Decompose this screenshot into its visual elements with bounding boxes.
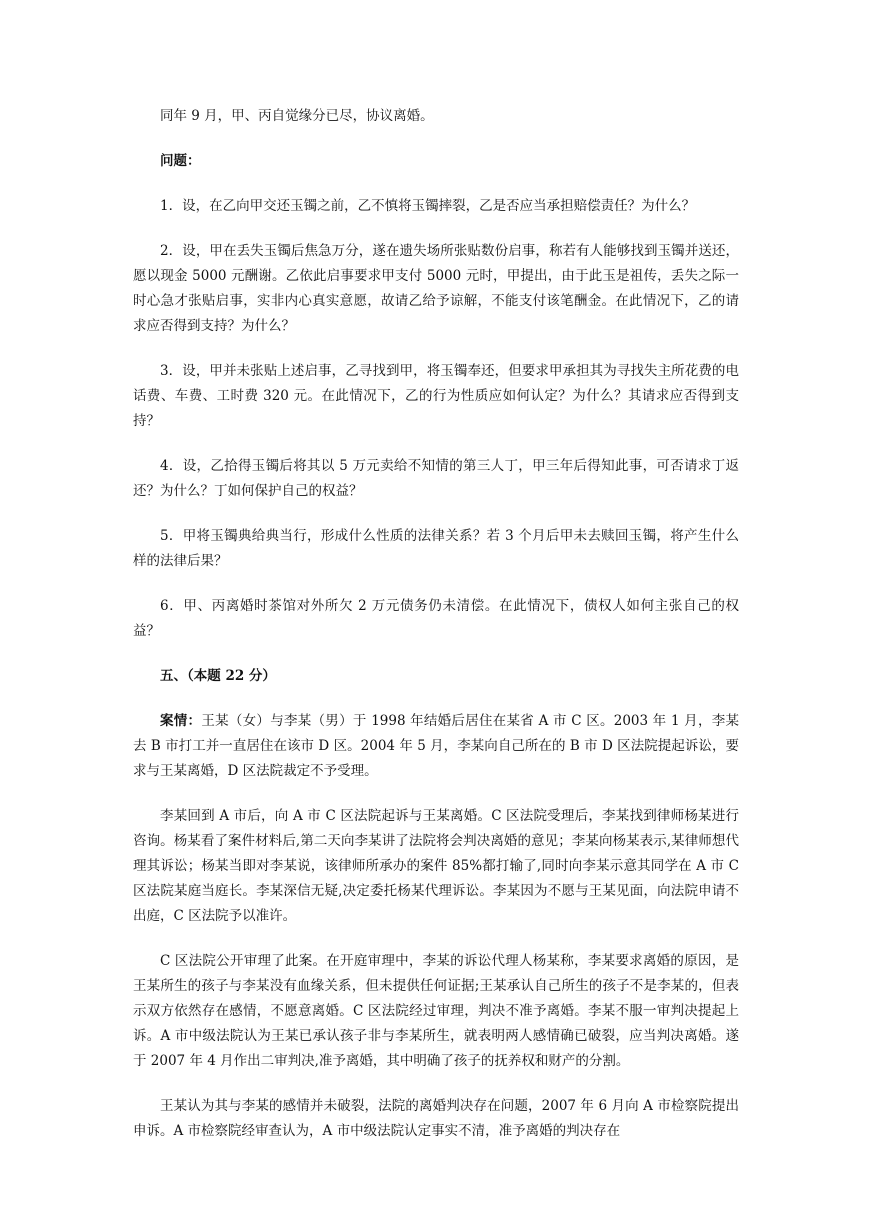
- questions-heading: 问题：: [160, 153, 201, 169]
- question-2: 2．设，甲在丢失玉镯后焦急万分，遂在遗失场所张贴数份启事，称若有人能够找到玉镯并送还，愿以现金 5000 元酬谢。乙依此启事要求甲支付 5000 元时，甲提出，由于此玉是祖传，丢失之际一时心急才张贴启事，实非内心真实意愿，故请乙给予谅解，不能支付该笔酬金。在此情况下，乙的请求应否得到支持？为什么？: [133, 243, 739, 334]
- case-paragraph: [133, 709, 739, 784]
- document-body: [133, 104, 739, 1164]
- case-paragraph-2: 李某回到 A 市后，向 A 市 C 区法院起诉与王某离婚。C 区法院受理后，李某找到律师杨某进行咨询。杨某看了案件材料后,第二天向李某讲了法院将会判决离婚的意见；李某向杨某表示,某律师想代理其诉讼；杨某当即对李某说，该律师所承办的案件 85%都打输了,同时向李某示意其同学在 A 市 C 区法院某庭当庭长。李某深信无疑,决定委托杨某代理诉讼。李某因为不愿与王某见面，向法院申请不出庭，C 区法院予以准许。: [133, 808, 739, 924]
- question-5: 5．甲将玉镯典给典当行，形成什么性质的法律关系？若 3 个月后甲未去赎回玉镯，将产生什么样的法律后果？: [133, 528, 739, 569]
- intro-paragraph: 同年 9 月，甲、丙自觉缘分已尽，协议离婚。: [160, 108, 434, 124]
- question-6: 6．甲、丙离婚时茶馆对外所欠 2 万元债务仍未清偿。在此情况下，债权人如何主张自己的权益？: [133, 598, 739, 639]
- case-label: 案情：: [160, 713, 202, 729]
- question-4: 4．设，乙拾得玉镯后将其以 5 万元卖给不知情的第三人丁，甲三年后得知此事，可否请求丁返还？为什么？丁如何保护自己的权益？: [133, 458, 739, 499]
- section-5-heading: 五、（本题 22 分）: [160, 668, 276, 684]
- case-text: 王某（女）与李某（男）于 1998 年结婚后居住在某省 A 市 C 区。2003 年 1 月，李某去 B 市打工并一直居住在该市 D 区。2004 年 5 月，李某向自己所在的 B 市 D 区法院提起诉讼，要求与王某离婚，D 区法院裁定不予受理。: [133, 713, 739, 779]
- case-paragraph-3: C 区法院公开审理了此案。在开庭审理中，李某的诉讼代理人杨某称，李某要求离婚的原因，是王某所生的孩子与李某没有血缘关系，但未提供任何证据;王某承认自己所生的孩子不是李某的，但表示双方依然存在感情，不愿意离婚。C 区法院经过审理，判决不准予离婚。李某不服一审判决提起上诉。A 市中级法院认为王某已承认孩子非与李某所生，就表明两人感情确已破裂，应当判决离婚。遂于 2007 年 4 月作出二审判决,准予离婚，其中明确了孩子的抚养权和财产的分割。: [133, 953, 739, 1069]
- question-3: 3．设，甲并未张贴上述启事，乙寻找到甲，将玉镯奉还，但要求甲承担其为寻找失主所花费的电话费、车费、工时费 320 元。在此情况下，乙的行为性质应如何认定？为什么？其请求应否得到支持？: [133, 363, 739, 429]
- case-paragraph-4: 王某认为其与李某的感情并未破裂，法院的离婚判决存在问题，2007 年 6 月向 A 市检察院提出申诉。A 市检察院经审查认为，A 市中级法院认定事实不清，准予离婚的判决存在: [133, 1098, 739, 1139]
- question-1: 1．设，在乙向甲交还玉镯之前，乙不慎将玉镯摔裂，乙是否应当承担赔偿责任？为什么？: [160, 198, 696, 214]
